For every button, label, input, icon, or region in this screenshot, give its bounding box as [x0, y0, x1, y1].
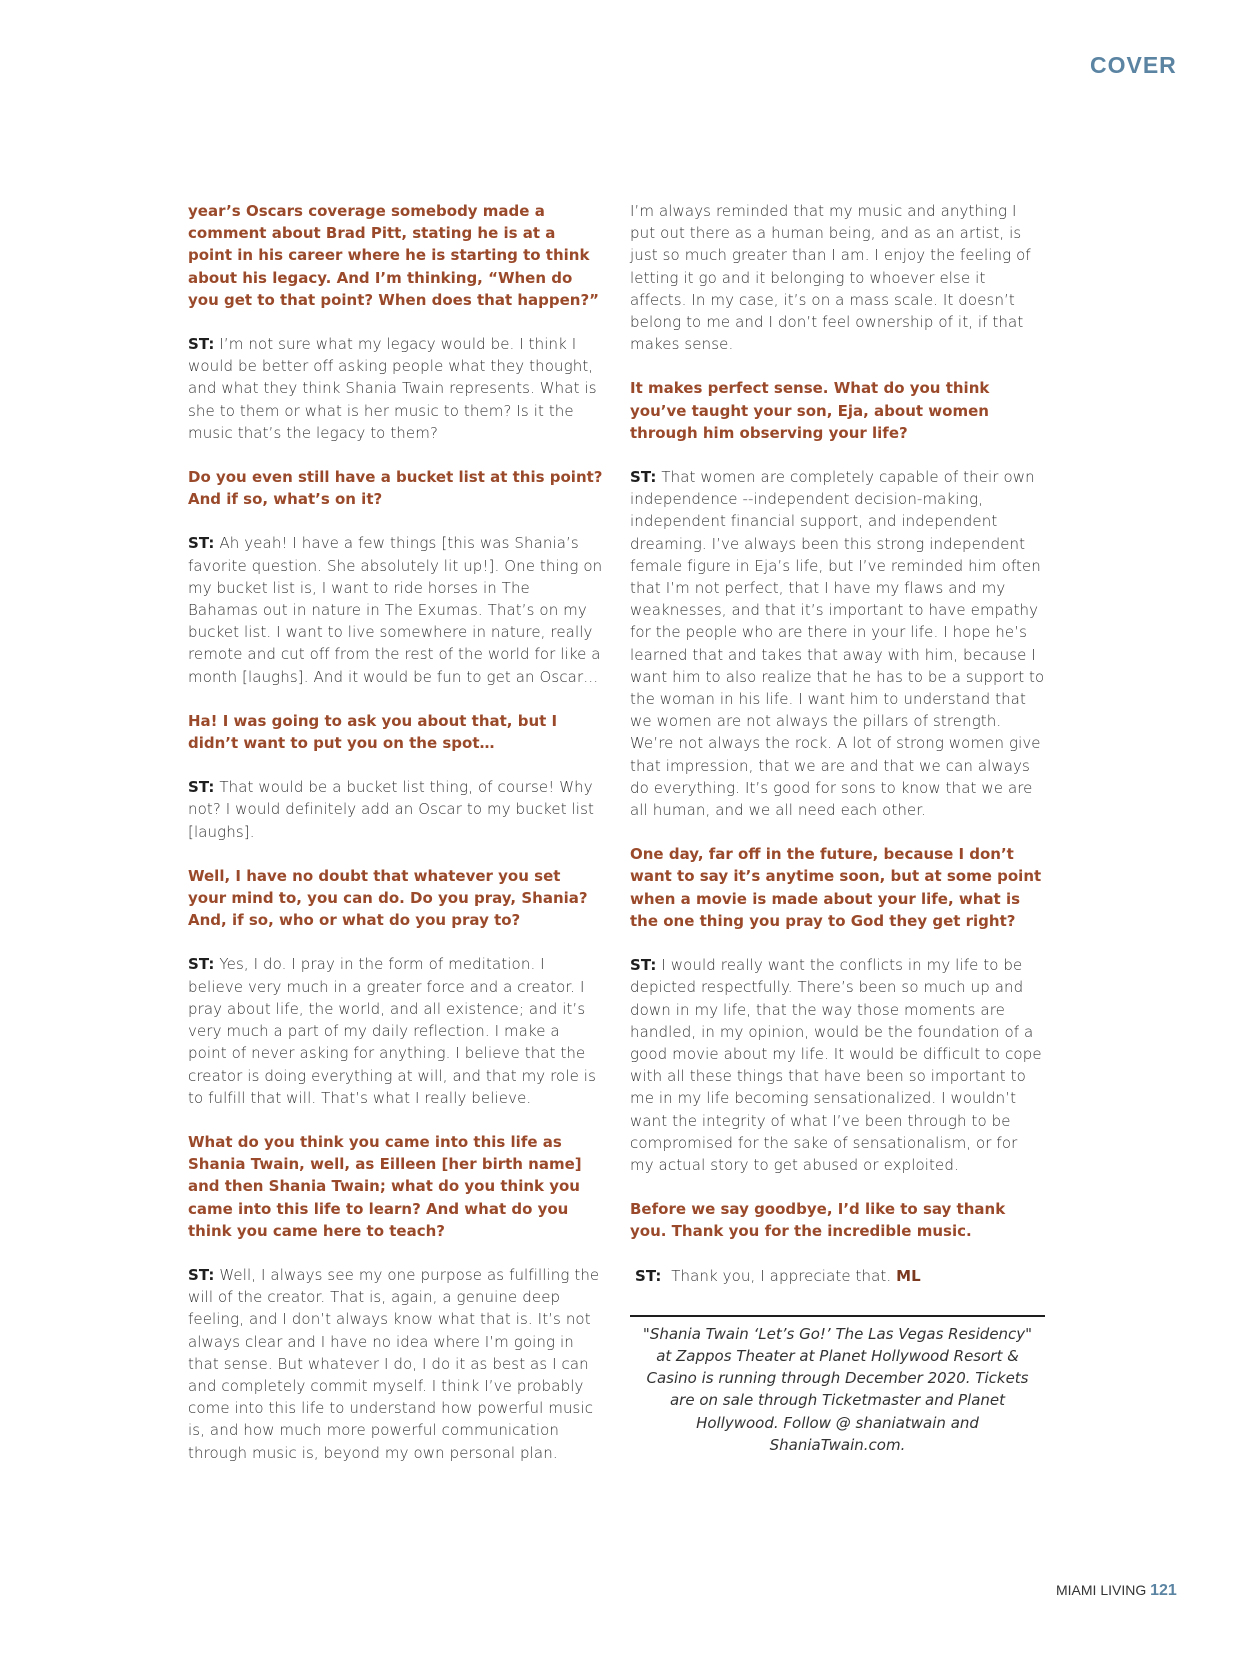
interview-answer-continued: I’m always reminded that my music and anything I put out there as a human being, and as an artist, is just so much greater than I am. I enjoy the feeling of letting it go and it belonging to whoever else it affects. In my case, it’s on a mass scale. It doesn’t belong to me and I don’t feel ownership of it, if that makes sense. [630, 202, 1031, 354]
speaker-label: ST: [630, 956, 657, 975]
left-column [188, 200, 603, 1486]
speaker-label: ST: [188, 1265, 215, 1284]
interview-answer [630, 466, 1045, 821]
interview-answer [188, 953, 603, 1108]
speaker-label: ST: [635, 1266, 662, 1285]
interview-answer [188, 1264, 603, 1464]
speaker-label: ST: [188, 534, 215, 553]
speaker-label: ST: [188, 778, 215, 797]
answer-text: Ah yeah! I have a few things [this was Shania’s favorite question. She absolutely lit up!]. One thing on my bucket list is, I want to ride horses in The Bahamas out in nature in The Exumas. That’s on my bucket list. I want to live somewhere in nature, really remote and cut off from the rest of the world for like a month [laughs]. And it would be fun to get an Oscar… [188, 534, 603, 686]
answer-text: I’m not sure what my legacy would be. I think I would be better off asking people what they thought, and what they think Shania Twain represents. What is she to them or what is her music to them? Is it the music that’s the legacy to them? [188, 335, 597, 442]
interview-answer [188, 532, 603, 687]
speaker-label: ST: [188, 955, 215, 974]
right-column [630, 200, 1045, 1478]
answer-text: I would really want the conflicts in my life to be depicted respectfully. There’s been so much up and down in my life, that the way those moments are handled, in my opinion, would be the foundation of a good movie about my life. It would be difficult to cope with all these things that have been so important to me in my life becoming sensationalized. I wouldn’t want the integrity of what I’ve been through to be compromised for the sake of sensationalism, or for my actual story to get abused or exploited. [630, 956, 1042, 1174]
interview-answer [188, 776, 603, 843]
closing-answer [635, 1265, 1045, 1287]
interview-question: It makes perfect sense. What do you think you’ve taught your son, Eja, about women through him observing your life? [630, 379, 990, 442]
interview-question: One day, far off in the future, because I don’t want to say it’s anytime soon, but at some point when a movie is made about your life, what is the one thing you pray to God they get right? [630, 845, 1042, 930]
page-footer [1056, 1582, 1177, 1600]
interview-answer [188, 333, 603, 444]
interview-question: What do you think you came into this life as Shania Twain, well, as Eilleen [her birth name] and then Shania Twain; what do you think you came into this life to learn? And what do you think you came here to teach? [188, 1132, 582, 1240]
interview-question: year’s Oscars coverage somebody made a comment about Brad Pitt, stating he is at a point in his career where he is starting to think about his legacy. And I’m thinking, “When do you get to that point? When does that happen?” [188, 202, 600, 309]
interview-question: Before we say goodbye, I’d like to say thank you. Thank you for the incredible music. [630, 1200, 1006, 1241]
speaker-label: ST: [188, 335, 215, 354]
interview-answer [630, 954, 1045, 1176]
answer-text: Yes, I do. I pray in the form of meditation. I believe very much in a greater force and a creator. I pray about life, the world, and all existence; and it’s very much a part of my daily reflection. I make a point of never asking for anything. I believe that the creator is doing everything at will, and that my role is to fulfill that will. That’s what I really believe. [188, 955, 596, 1107]
interview-question: Ha! I was going to ask you about that, but I didn’t want to put you on the spot… [188, 711, 558, 753]
answer-text: Thank you, I appreciate that. [661, 1266, 897, 1285]
signoff-mark: ML [896, 1266, 921, 1285]
interview-question: Do you even still have a bucket list at this point? And if so, what’s on it? [188, 468, 603, 509]
interview-question: Well, I have no doubt that whatever you set your mind to, you can do. Do you pray, Shania? And, if so, who or what do you pray to? [188, 866, 588, 930]
publication-name: MIAMI LIVING [1056, 1582, 1151, 1598]
section-label: COVER [1090, 52, 1177, 78]
speaker-label: ST: [630, 468, 657, 487]
answer-text: That would be a bucket list thing, of course! Why not? I would definitely add an Oscar to my bucket list [laughs]. [188, 778, 594, 841]
residency-note: "Shania Twain ‘Let’s Go!’ The Las Vegas Residency" at Zappos Theater at Planet Hollywood Resort & Casino is running through December 2020. Tickets are on sale through Ticketmaster and Planet Hollywood. Follow @ shaniatwain and ShaniaTwain.com. [642, 1324, 1033, 1454]
answer-text: Well, I always see my one purpose as fulfilling the will of the creator. That is, again, a genuine deep feeling, and I don’t always know what that is. It’s not always clear and I have no idea where I’m going in that sense. But whatever I do, I do it as best as I can and completely commit myself. I think I’ve probably come into this life to understand how powerful music is, and how much more powerful communication through music is, beyond my own personal plan. [188, 1265, 600, 1462]
note-divider [630, 1315, 1045, 1317]
answer-text: That women are completely capable of their own independence --independent decision-making, independent financial support, and independent dreaming. I’ve always been this strong independent female figure in Eja’s life, but I’ve reminded him often that I’m not perfect, that I have my flaws and my weaknesses, and that it’s important to have empathy for the people who are there in your life. I hope he’s learned that and takes that away with him, because I want him to also realize that he has to be a support to the woman in his life. I want him to understand that we women are not always the pillars of strength. We’re not always the rock. A lot of strong women give that impression, that we are and that we can always do everything. It’s good for sons to know that we are all human, and we all need each other. [630, 468, 1045, 820]
page-number: 121 [1150, 1582, 1177, 1599]
